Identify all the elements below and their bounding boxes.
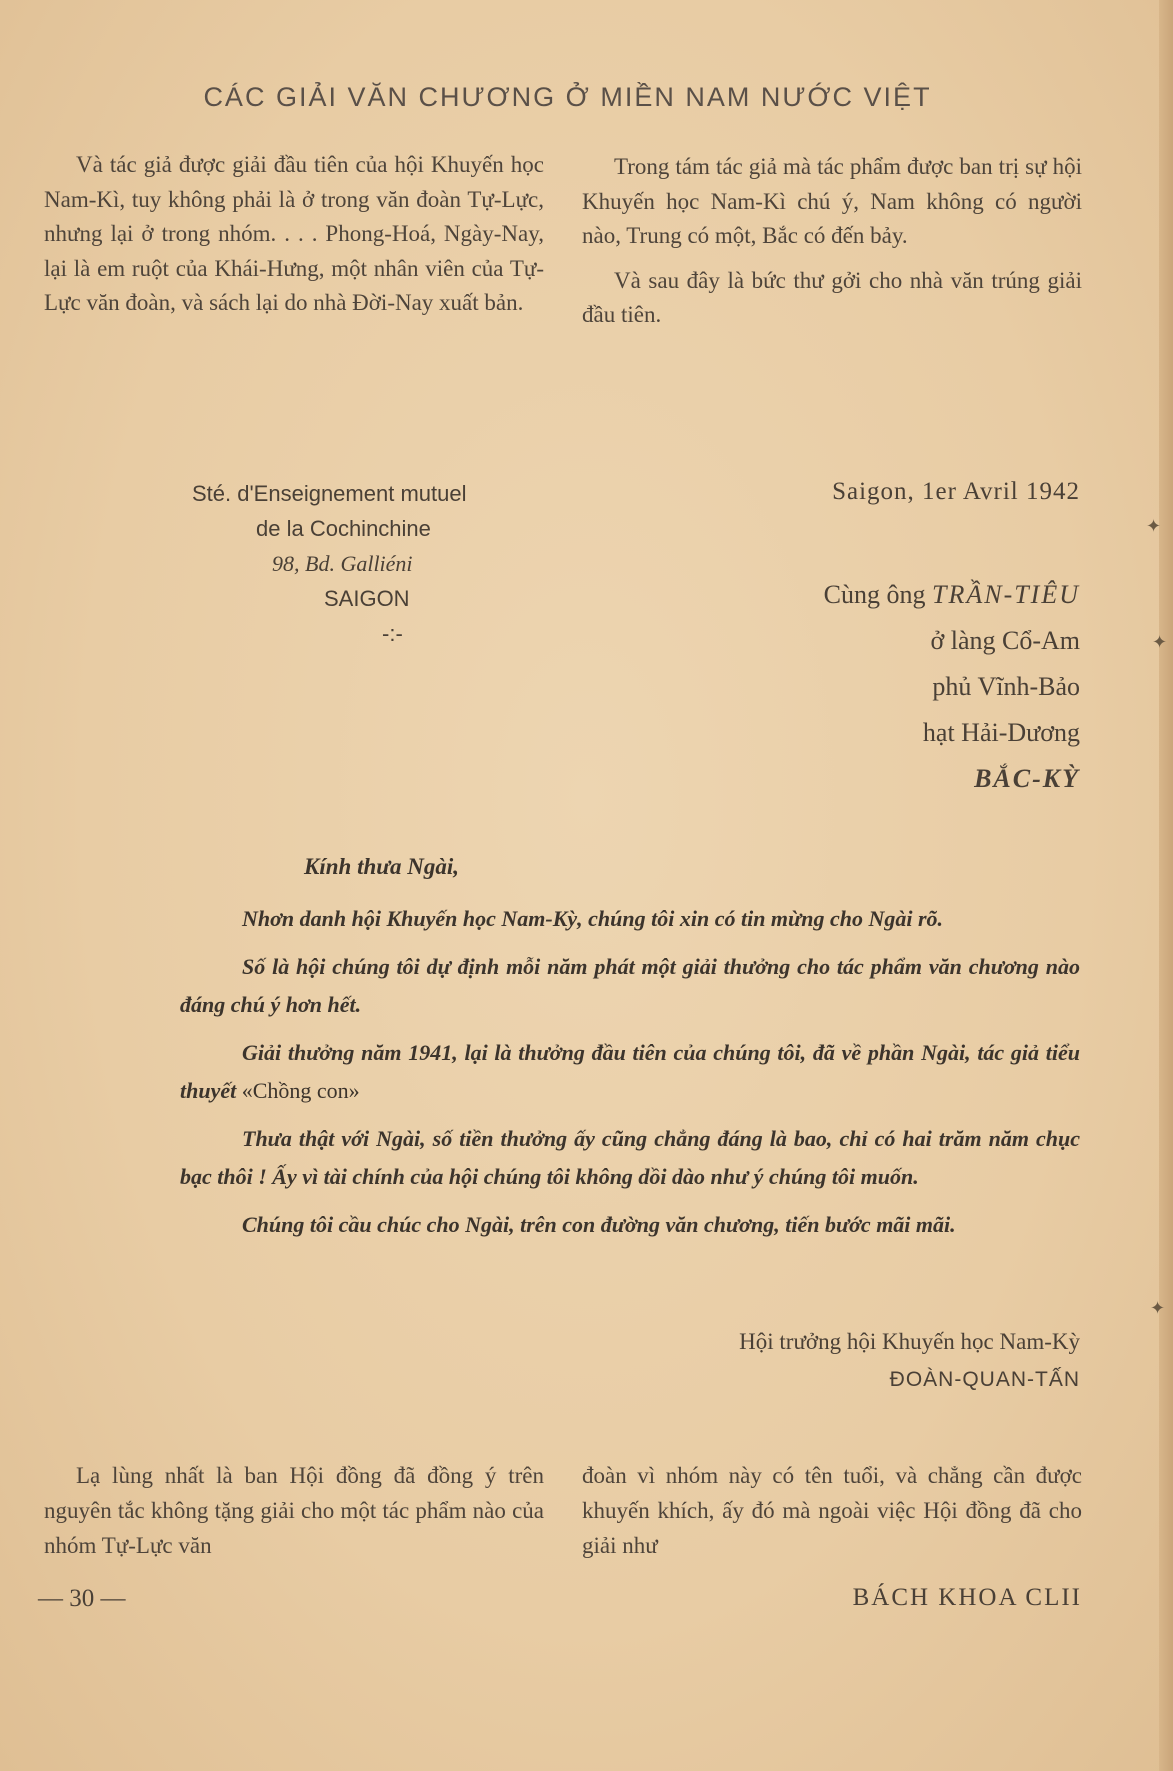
- letterhead-city: SAIGON: [324, 586, 410, 611]
- addressee-line: hạt Hải-Dương: [922, 718, 1080, 747]
- letterhead-org-line2: de la Cochinchine: [256, 516, 431, 541]
- addressee-block: [640, 572, 1080, 802]
- page-number: — 30 —: [38, 1585, 126, 1612]
- novel-title: «Chồng con»: [241, 1078, 360, 1103]
- scan-speck: ✦: [1152, 632, 1168, 652]
- signature-name: ĐOÀN-QUAN-TẤN: [889, 1368, 1080, 1391]
- closing-left-column: [44, 1458, 544, 1563]
- letter-salutation: Kính thưa Ngài,: [304, 854, 460, 879]
- addressee-region: BẮC-KỲ: [974, 764, 1080, 793]
- letter-paragraph-text: Số là hội chúng tôi dự định mỗi năm phát một giải thưởng cho tác phẩm văn chương nào đáng chú ý hơn hết.: [180, 954, 1080, 1017]
- running-head: CÁC GIẢI VĂN CHƯƠNG Ở MIỀN NAM NƯỚC VIỆT: [203, 82, 932, 112]
- letterhead-org-line1: Sté. d'Enseignement mutuel: [192, 481, 467, 506]
- page-edge: [1159, 0, 1173, 1771]
- letter-date: Saigon, 1er Avril 1942: [832, 478, 1080, 505]
- addressee-name: TRẦN-TIÊU: [932, 580, 1080, 609]
- letter-paragraph: Chúng tôi cầu chúc cho Ngài, trên con đường văn chương, tiến bước mãi mãi.: [242, 1212, 956, 1237]
- closing-right-column: [582, 1458, 1082, 1563]
- scan-speck: ✦: [1146, 516, 1162, 536]
- letterhead-address: 98, Bd. Galliéni: [272, 551, 413, 576]
- addressee-line: ở làng Cổ-Am: [930, 626, 1080, 655]
- signature-title: Hội trưởng hội Khuyến học Nam-Kỳ: [739, 1329, 1080, 1354]
- closing-paragraph: Lạ lùng nhất là ban Hội đồng đã đồng ý trên nguyên tắc không tặng giải cho một tác phẩm nào của nhóm Tự-Lực văn: [44, 1463, 544, 1558]
- letter-paragraph: [180, 1034, 1080, 1110]
- letter-paragraph-text: Giải thưởng năm 1941, lại là thưởng đầu tiên của chúng tôi, đã về phần Ngài, tác giả tiểu thuyết: [180, 1040, 1080, 1103]
- letter-paragraph: Nhơn danh hội Khuyến học Nam-Kỳ, chúng tôi xin có tin mừng cho Ngài rõ.: [242, 906, 944, 931]
- intro-right-column: [582, 150, 1082, 333]
- intro-paragraph: Và tác giả được giải đầu tiên của hội Khuyến học Nam-Kì, tuy không phải là ở trong văn đoàn Tự-Lực, nhưng lại ở trong nhóm. . . . Phong-Hoá, Ngày-Nay, lại là em ruột của Khái-Hưng, một nhân viên của Tự-Lực văn đoàn, và sách lại do nhà Đời-Nay xuất bản.: [44, 152, 544, 315]
- letter-paragraph: [180, 948, 1080, 1024]
- closing-paragraph: đoàn vì nhóm này có tên tuổi, và chẳng cần được khuyến khích, ấy đó mà ngoài việc Hội đồng đã cho giải như: [582, 1463, 1082, 1558]
- intro-paragraph: Và sau đây là bức thư gởi cho nhà văn trúng giải đầu tiên.: [582, 267, 1082, 327]
- letter-body: [180, 848, 1080, 1244]
- intro-left-column: [44, 148, 544, 321]
- addressee-line: phủ Vĩnh-Bảo: [932, 672, 1080, 701]
- signature-block: [560, 1324, 1080, 1392]
- publication-title: BÁCH KHOA CLII: [852, 1584, 1082, 1611]
- letterhead: [192, 476, 592, 651]
- letter-paragraph: Thưa thật với Ngài, số tiền thưởng ấy cũng chẳng đáng là bao, chỉ có hai trăm năm chục bạc thôi ! Ấy vì tài chính của hội chúng tôi không dồi dào như ý chúng tôi muốn.: [180, 1126, 1080, 1189]
- scan-speck: ✦: [1150, 1298, 1166, 1318]
- addressee-name-line: [640, 572, 1080, 618]
- letterhead-mark: -:-: [382, 621, 403, 646]
- intro-paragraph: Trong tám tác giả mà tác phẩm được ban trị sự hội Khuyến học Nam-Kì chú ý, Nam không có người nào, Trung có một, Bắc có đến bảy.: [582, 154, 1082, 248]
- addressee-prefix: Cùng ông: [823, 580, 926, 609]
